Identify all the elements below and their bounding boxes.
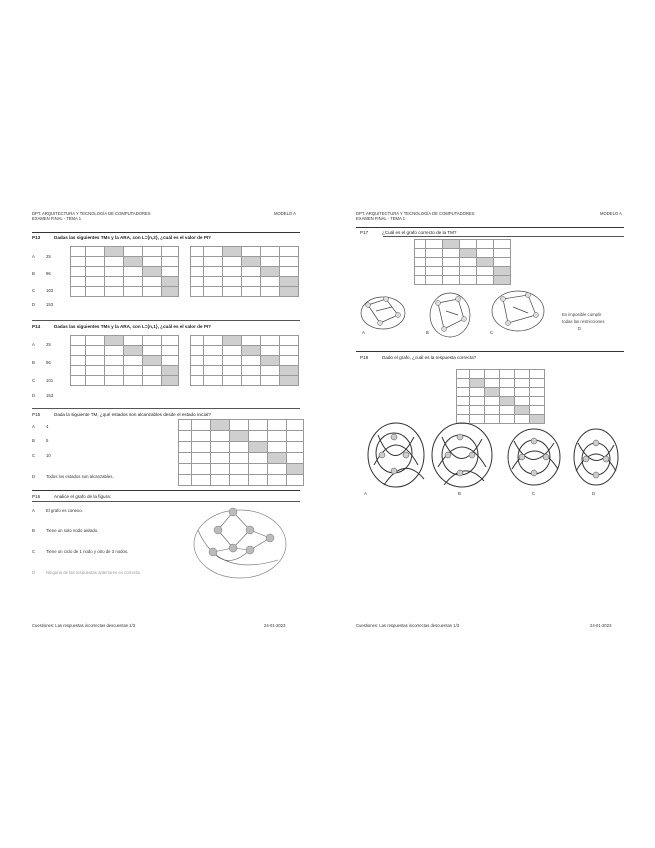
graph-node bbox=[266, 534, 274, 542]
q15-text: Dada la siguiente TM, ¿qué estados son alcanzables desde el estado inicial? bbox=[54, 412, 211, 417]
q14-option-b[interactable]: B 96 bbox=[32, 360, 51, 365]
q16-option-b[interactable]: B Tiene un solo nodo aislado. bbox=[32, 528, 99, 533]
header-rule bbox=[32, 232, 300, 233]
q17-table bbox=[414, 239, 511, 285]
graph-node bbox=[246, 546, 254, 554]
q15-rule bbox=[32, 490, 300, 491]
q14-rule bbox=[32, 408, 300, 409]
q13-text: Dadas las siguientes TMs y la ARA, con L={n,2}, ¿cuál es el valor de PI? bbox=[54, 235, 211, 240]
q18-graph-options bbox=[364, 415, 622, 495]
q17-label-d[interactable]: D bbox=[578, 326, 582, 331]
right-footer: Cuestiones: Las respuestas incorrectas descuentan 1/3 bbox=[356, 623, 460, 628]
graph-node bbox=[214, 526, 222, 534]
q13-option-c[interactable]: C 103 bbox=[32, 288, 54, 293]
q18-heading bbox=[360, 355, 476, 360]
q15-option-b[interactable]: B 5 bbox=[32, 438, 49, 443]
q16-heading bbox=[32, 494, 111, 499]
right-header bbox=[356, 211, 475, 221]
left-footer-date: 24-01-2023 bbox=[264, 623, 286, 628]
q18-label-a[interactable]: A bbox=[364, 491, 367, 496]
q18-label-b[interactable]: B bbox=[458, 491, 461, 496]
q13-table-right bbox=[190, 246, 299, 297]
q18-number: P18 bbox=[360, 355, 369, 360]
q14-table-left bbox=[70, 335, 179, 386]
q17-side-text-1: Es imposible cumplir bbox=[562, 312, 602, 317]
q16-option-d[interactable]: D Ninguna de las respuestas anteriores es correcta. bbox=[32, 570, 141, 575]
graph-node bbox=[209, 548, 217, 556]
q17-side-text-2: todas las restricciones bbox=[562, 319, 605, 324]
q14-option-a[interactable]: A 25 bbox=[32, 342, 51, 347]
q14-option-c[interactable]: C 101 bbox=[32, 378, 54, 383]
right-header-line1: DPT. ARQUITECTURA Y TECNOLOGÍA DE COMPUTADORES bbox=[356, 211, 475, 216]
graph-node bbox=[229, 544, 237, 552]
q13-heading bbox=[32, 235, 211, 240]
q17-graph-options bbox=[358, 285, 558, 341]
left-header-model: MODELO A bbox=[274, 211, 296, 216]
q13-option-a[interactable]: A 25 bbox=[32, 254, 51, 259]
q15-option-d[interactable]: D Todos los estados son alcanzables. bbox=[32, 474, 114, 479]
left-header-line1: DPT. ARQUITECTURA Y TECNOLOGÍA DE COMPUTADORES bbox=[32, 211, 151, 216]
q16-number: P16 bbox=[32, 494, 41, 499]
left-header-line2: EXAMEN FINAL - TEMA 1 bbox=[32, 216, 82, 222]
q16-option-c[interactable]: C Tiene un ciclo de 1 nodo y otro de 3 nodos. bbox=[32, 549, 129, 554]
q18-text: Dado el grafo, ¿cuál es la respuesta correcta? bbox=[382, 355, 477, 360]
q17-text: ¿Cuál es el grafo correcto de la TM? bbox=[382, 230, 457, 235]
q13-number: P13 bbox=[32, 235, 41, 240]
right-header-line2: EXAMEN FINAL - TEMA 1 bbox=[356, 216, 406, 222]
q14-text: Dadas las siguientes TMs y la ARA, con L={n,1}, ¿cuál es el valor de PI? bbox=[54, 324, 211, 329]
left-footer: Cuestiones: Las respuestas incorrectas descuentan 1/3 bbox=[32, 623, 136, 628]
q14-option-d[interactable]: D 153 bbox=[32, 393, 54, 398]
q16-graph-figure bbox=[188, 500, 298, 585]
q15-option-c[interactable]: C 10 bbox=[32, 453, 51, 458]
q17-label-b[interactable]: B bbox=[426, 330, 429, 335]
q14-heading bbox=[32, 324, 211, 329]
q17-number: P17 bbox=[360, 230, 369, 235]
q17-rule bbox=[383, 236, 624, 237]
q13-table-left bbox=[70, 246, 179, 297]
q15-option-a[interactable]: A 4 bbox=[32, 424, 49, 429]
q14-table-right bbox=[190, 335, 299, 386]
left-page bbox=[0, 0, 327, 848]
q15-heading bbox=[32, 412, 211, 417]
q14-number: P14 bbox=[32, 324, 41, 329]
q18-label-d[interactable]: D bbox=[592, 491, 596, 496]
q18-label-c[interactable]: C bbox=[532, 491, 536, 496]
q16-option-a[interactable]: A El grafo es conexo. bbox=[32, 508, 83, 513]
q13-rule bbox=[32, 320, 300, 321]
q13-option-b[interactable]: B 96 bbox=[32, 271, 51, 276]
q16-text: Analice el grafo de la figura: bbox=[54, 494, 111, 499]
q17-heading bbox=[360, 230, 456, 235]
right-header-model: MODELO A bbox=[600, 211, 622, 216]
graph-node bbox=[246, 526, 254, 534]
right-page bbox=[328, 0, 655, 848]
graph-node bbox=[229, 508, 237, 516]
right-header-rule bbox=[356, 227, 624, 228]
q13-option-d[interactable]: D 153 bbox=[32, 302, 54, 307]
q15-number: P15 bbox=[32, 412, 41, 417]
left-header bbox=[32, 211, 151, 221]
q17-bottom-rule bbox=[356, 351, 624, 352]
q17-label-c[interactable]: C bbox=[490, 330, 494, 335]
q15-table bbox=[178, 419, 304, 486]
q17-label-a[interactable]: A bbox=[362, 330, 365, 335]
right-footer-date: 24-01-2023 bbox=[590, 623, 612, 628]
